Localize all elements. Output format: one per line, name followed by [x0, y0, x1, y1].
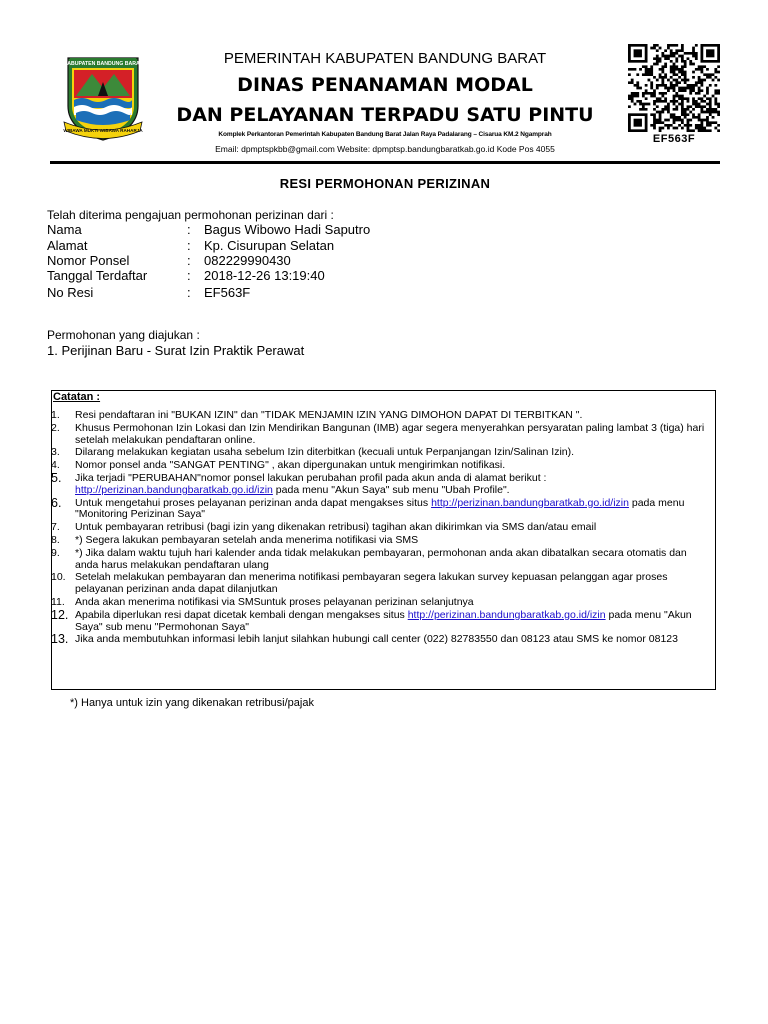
list-item	[51, 572, 716, 596]
note-text: Untuk pembayaran retribusi (bagi izin yang dikenakan retribusi) tagihan akan dikirimkan via SMS dan/atau email	[75, 521, 597, 534]
notes-list	[51, 410, 716, 647]
logo-top-text: KABUPATEN BANDUNG BARAT	[63, 61, 143, 67]
applicant-row-phone	[47, 253, 291, 269]
request-label: Permohonan yang diajukan :	[47, 328, 200, 342]
qr-finder-pattern	[628, 44, 648, 63]
note-text-part: Untuk mengetahui proses pelayanan perizinan anda dapat mengakses situs	[75, 496, 432, 509]
field-value: Bagus Wibowo Hadi Saputro	[204, 222, 371, 237]
list-item	[51, 535, 716, 547]
notes-title: Catatan :	[53, 391, 101, 403]
field-separator: :	[187, 222, 191, 237]
note-text-part: pada menu "Akun Saya" sub menu "Permohonan Saya"	[75, 608, 692, 633]
applicant-row-registered-date	[47, 268, 325, 284]
note-text: Nomor ponsel anda "SANGAT PENTING" , akan dipergunakan untuk mengirimkan notifikasi.	[75, 459, 506, 472]
note-text	[75, 498, 716, 522]
field-separator: :	[187, 285, 191, 300]
government-name: PEMERINTAH KABUPATEN BANDUNG BARAT	[223, 50, 547, 67]
intro-text: Telah diterima pengajuan permohonan perizinan dari :	[47, 208, 334, 222]
note-text: Jika anda membutuhkan informasi lebih lanjut silahkan hubungi call center (022) 82783550 dan 08123 atau SMS ke nomor 08123	[75, 633, 678, 646]
field-label: Alamat	[47, 238, 88, 253]
field-value: 2018-12-26 13:19:40	[204, 268, 325, 283]
note-number: 2.	[51, 421, 60, 434]
field-value: 082229990430	[204, 253, 291, 268]
footnote: *) Hanya untuk izin yang dikenakan retribusi/pajak	[70, 697, 314, 709]
qr-code-label: EF563F	[652, 133, 696, 145]
list-item	[51, 607, 716, 634]
qr-finder-pattern	[628, 113, 648, 132]
note-number: 1.	[51, 409, 60, 421]
izin-portal-link[interactable]: http://perizinan.bandungbaratkab.go.id/izin	[431, 496, 629, 509]
note-number: 5.	[51, 470, 62, 485]
note-text-part: pada menu "Akun Saya" sub menu "Ubah Profile".	[272, 483, 510, 496]
document-title: RESI PERMOHONAN PERIZINAN	[279, 176, 491, 191]
list-item	[51, 597, 716, 609]
note-number: 6.	[51, 495, 62, 510]
logo-motto: WIBAWA MUKTI WIBAWA RAHARJA	[63, 128, 143, 133]
header-divider	[50, 161, 720, 164]
field-value: Kp. Cisurupan Selatan	[204, 238, 335, 253]
list-item	[51, 495, 716, 522]
note-text-part: pada menu "Monitoring Perizinan Saya"	[75, 496, 685, 521]
list-item	[51, 522, 716, 534]
note-number: 8.	[51, 533, 60, 546]
note-number: 9.	[51, 546, 60, 559]
note-text	[75, 473, 716, 497]
list-item	[51, 548, 716, 572]
request-item: 1. Perijinan Baru - Surat Izin Praktik Perawat	[47, 343, 305, 358]
field-value: EF563F	[204, 285, 251, 300]
izin-portal-link[interactable]: http://perizinan.bandungbaratkab.go.id/izin	[75, 483, 273, 496]
list-item	[51, 460, 716, 472]
note-number: 12.	[51, 607, 69, 622]
note-number: 10.	[51, 571, 66, 584]
note-number: 4.	[51, 459, 60, 472]
note-number: 11.	[51, 595, 65, 608]
list-item	[51, 447, 716, 459]
note-number: 13.	[51, 632, 69, 647]
list-item	[51, 470, 716, 497]
field-label: Nomor Ponsel	[47, 253, 130, 268]
note-text: Anda akan menerima notifikasi via SMSuntuk proses pelayanan perizinan selanjutnya	[75, 595, 474, 608]
field-label: Tanggal Terdaftar	[47, 268, 148, 283]
field-label: No Resi	[47, 285, 94, 300]
field-separator: :	[187, 238, 191, 253]
department-name-line2: DAN PELAYANAN TERPADU SATU PINTU	[176, 104, 594, 126]
note-text: Setelah melakukan pembayaran dan menerima notifikasi pembayaran segera lakukan survey kepuasan pelanggan agar proses pelayanan perizinan anda dapat dilanjutkan	[75, 571, 668, 596]
note-text	[75, 610, 716, 634]
list-item	[51, 423, 716, 447]
note-text: *) Jika dalam waktu tujuh hari kalender anda tidak melakukan pembayaran, permohonan anda akan dibatalkan secara otomatis dan anda harus melakukan pendaftaran ulang	[75, 546, 687, 571]
applicant-row-address	[47, 238, 334, 254]
field-separator: :	[187, 268, 191, 283]
note-text: Resi pendaftaran ini "BUKAN IZIN" dan "TIDAK MENJAMIN IZIN YANG DIMOHON DAPAT DI TERBITKAN ".	[75, 409, 583, 421]
note-text: *) Segera lakukan pembayaran setelah anda menerima notifikasi via SMS	[75, 533, 419, 546]
note-text: Dilarang melakukan kegiatan usaha sebelum Izin diterbitkan (kecuali untuk Perpanjangan Izin/Salinan Izin).	[75, 446, 575, 459]
applicant-row-receipt-number	[47, 285, 250, 301]
contact-line: Email: dpmptspkbb@gmail.com Website: dpmptsp.bandungbaratkab.go.id Kode Pos 4055	[215, 144, 555, 154]
regency-logo	[62, 52, 144, 142]
applicant-row-name	[47, 222, 370, 238]
field-separator: :	[187, 253, 191, 268]
note-number: 3.	[51, 446, 60, 459]
field-label: Nama	[47, 222, 82, 237]
qr-finder-pattern	[700, 44, 720, 63]
qr-code	[628, 44, 720, 132]
note-number: 7.	[51, 521, 60, 534]
list-item	[51, 410, 716, 422]
izin-portal-link[interactable]: http://perizinan.bandungbaratkab.go.id/izin	[407, 608, 606, 621]
note-text: Khusus Permohonan Izin Lokasi dan Izin Mendirikan Bangunan (IMB) agar segera menyerahkan persyaratan paling lambat 3 (tiga) hari setelah melakukan pendaftaran online.	[75, 421, 705, 446]
office-address: Komplek Perkantoran Pemerintah Kabupaten Bandung Barat Jalan Raya Padalarang – Cisarua KM.2 Ngamprah	[218, 131, 552, 138]
note-text-part: Apabila diperlukan resi dapat dicetak kembali dengan mengakses situs	[75, 608, 408, 621]
note-text-part: Jika terjadi "PERUBAHAN"nomor ponsel lakukan perubahan profil pada akun anda di alamat berikut :	[75, 471, 547, 484]
list-item	[51, 634, 716, 646]
department-name-line1: DINAS PENANAMAN MODAL	[237, 74, 533, 96]
